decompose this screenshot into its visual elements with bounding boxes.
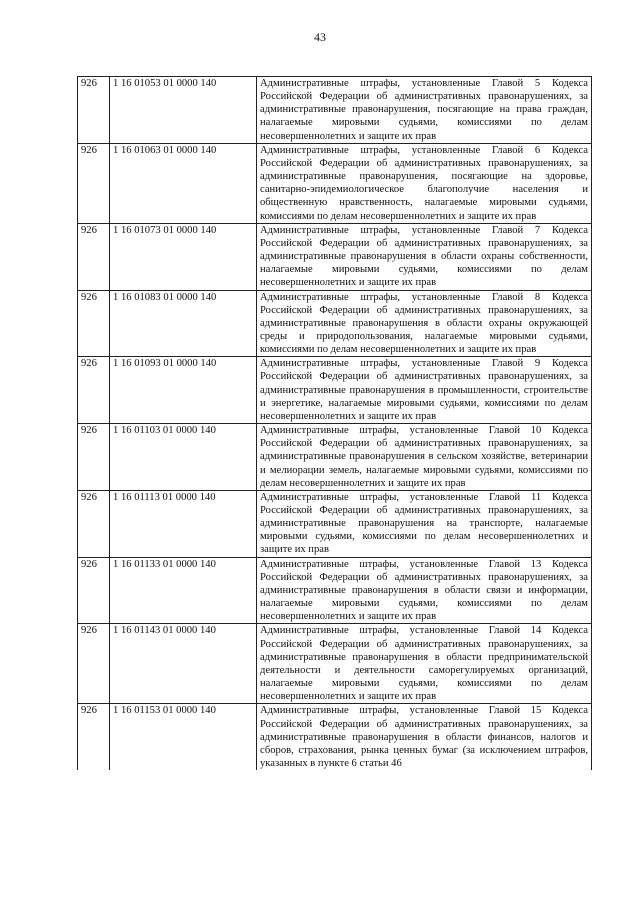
table-row (78, 424, 592, 491)
budget-code-cell: 1 16 01113 01 0000 140 (110, 490, 257, 557)
admin-code-cell: 926 (78, 357, 110, 424)
admin-code-cell: 926 (78, 77, 110, 144)
revenue-name-cell: Административные штрафы, установленные Главой 10 Кодекса Российской Федерации об административных правонарушениях, за административные правонарушения в сельском хозяйстве, ветеринарии и мелиорации земель, налагаемые мировыми судьями, комиссиями по делам несовершеннолетних и защите их прав (257, 424, 592, 491)
budget-code-cell: 1 16 01143 01 0000 140 (110, 624, 257, 704)
table-row (78, 143, 592, 223)
admin-code-cell: 926 (78, 290, 110, 357)
page-number: 43 (314, 30, 326, 44)
table-row (78, 624, 592, 704)
admin-code-cell: 926 (78, 143, 110, 223)
table-row (78, 223, 592, 290)
admin-code-cell: 926 (78, 624, 110, 704)
table-row (78, 490, 592, 557)
revenue-name-cell: Административные штрафы, установленные Главой 13 Кодекса Российской Федерации об административных правонарушениях, за административные правонарушения в области связи и информации, налагаемые мировыми судьями, комиссиями по делам несовершеннолетних и защите их прав (257, 557, 592, 624)
table-row (78, 290, 592, 357)
revenue-name-cell: Административные штрафы, установленные Главой 7 Кодекса Российской Федерации об административных правонарушениях, за административные правонарушения в области охраны собственности, налагаемые мировыми судьями, комиссиями по делам несовершеннолетних и защите их прав (257, 223, 592, 290)
revenue-name-cell: Административные штрафы, установленные Главой 5 Кодекса Российской Федерации об административных правонарушениях, за административные правонарушения, посягающие на права граждан, налагаемые мировыми судьями, комиссиями по делам несовершеннолетних и защите их прав (257, 77, 592, 144)
revenue-name-cell: Административные штрафы, установленные Главой 15 Кодекса Российской Федерации об административных правонарушениях, за административные правонарушения в области финансов, налогов и сборов, страхования, рынка ценных бумаг (за исключением штрафов, указанных в пункте 6 статьи 46 (257, 704, 592, 770)
budget-code-cell: 1 16 01053 01 0000 140 (110, 77, 257, 144)
revenue-name-cell: Административные штрафы, установленные Главой 9 Кодекса Российской Федерации об административных правонарушениях, за административные правонарушения в промышленности, строительстве и энергетике, налагаемые мировыми судьями, комиссиями по делам несовершеннолетних и защите их прав (257, 357, 592, 424)
revenue-name-cell: Административные штрафы, установленные Главой 8 Кодекса Российской Федерации об административных правонарушениях, за административные правонарушения в области охраны окружающей среды и природопользования, налагаемые мировыми судьями, комиссиями по делам несовершеннолетних и защите их прав (257, 290, 592, 357)
admin-code-cell: 926 (78, 223, 110, 290)
table-row (78, 704, 592, 770)
table-row (78, 77, 592, 144)
admin-code-cell: 926 (78, 490, 110, 557)
budget-code-cell: 1 16 01093 01 0000 140 (110, 357, 257, 424)
revenue-name-cell: Административные штрафы, установленные Главой 6 Кодекса Российской Федерации об административных правонарушениях, за административные правонарушения, посягающие на здоровье, санитарно-эпидемиологическое благополучие населения и общественную нравственность, налагаемые мировыми судьями, комиссиями по делам несовершеннолетних и защите их прав (257, 143, 592, 223)
admin-code-cell: 926 (78, 557, 110, 624)
budget-code-cell: 1 16 01083 01 0000 140 (110, 290, 257, 357)
budget-code-cell: 1 16 01133 01 0000 140 (110, 557, 257, 624)
admin-code-cell: 926 (78, 424, 110, 491)
budget-code-cell: 1 16 01153 01 0000 140 (110, 704, 257, 770)
budget-code-cell: 1 16 01073 01 0000 140 (110, 223, 257, 290)
admin-code-cell: 926 (78, 704, 110, 770)
revenue-name-cell: Административные штрафы, установленные Главой 11 Кодекса Российской Федерации об административных правонарушениях, за административные правонарушения на транспорте, налагаемые мировыми судьями, комиссиями по делам несовершеннолетних и защите их прав (257, 490, 592, 557)
budget-code-cell: 1 16 01063 01 0000 140 (110, 143, 257, 223)
revenue-name-cell: Административные штрафы, установленные Главой 14 Кодекса Российской Федерации об административных правонарушениях, за административные правонарушения в области предпринимательской деятельности и деятельности саморегулируемых организаций, налагаемые мировыми судьями, комиссиями по делам несовершеннолетних и защите их прав (257, 624, 592, 704)
table-row (78, 557, 592, 624)
table-row (78, 357, 592, 424)
budget-code-cell: 1 16 01103 01 0000 140 (110, 424, 257, 491)
revenue-codes-table (77, 76, 592, 770)
